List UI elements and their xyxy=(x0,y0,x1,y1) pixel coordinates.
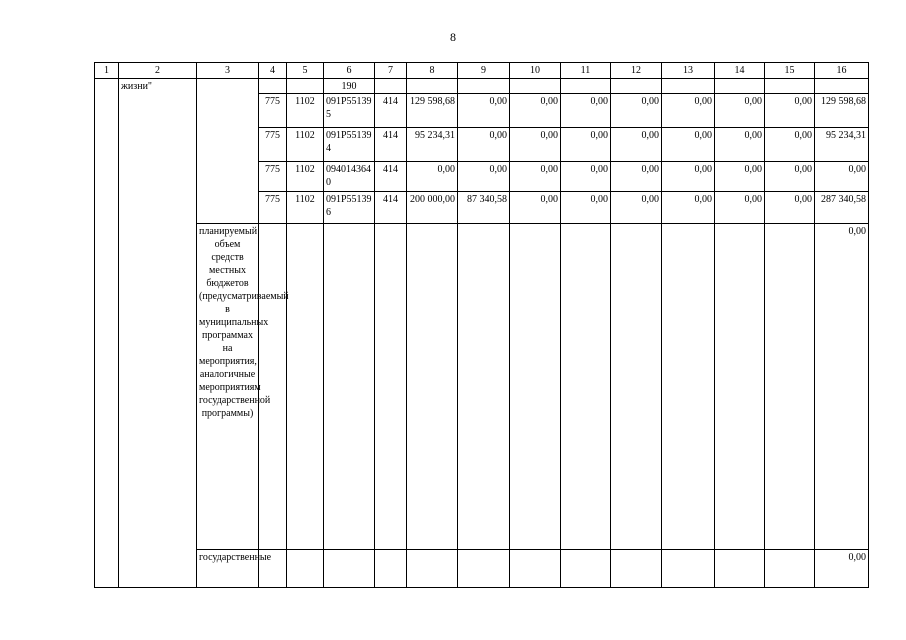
cell-empty xyxy=(287,79,324,94)
cell-empty xyxy=(510,550,561,588)
continuation-row xyxy=(95,79,869,94)
cell-empty xyxy=(815,79,869,94)
expense-type-code: 414 xyxy=(375,128,407,162)
state-row-total: 0,00 xyxy=(815,550,869,588)
amount-col13: 0,00 xyxy=(662,162,715,192)
header-col-16: 16 xyxy=(815,63,869,79)
section-code: 1102 xyxy=(287,128,324,162)
section-code: 1102 xyxy=(287,192,324,224)
amount-col10: 0,00 xyxy=(510,192,561,224)
amount-total: 0,00 xyxy=(815,162,869,192)
amount-col15: 0,00 xyxy=(765,128,815,162)
amount-col8: 95 234,31 xyxy=(407,128,458,162)
cell-col1-merged xyxy=(95,79,119,588)
cell-empty xyxy=(715,79,765,94)
target-code: 091Р551395 xyxy=(324,94,375,128)
cell-empty xyxy=(287,224,324,550)
cell-empty xyxy=(611,550,662,588)
cell-empty xyxy=(407,550,458,588)
amount-col12: 0,00 xyxy=(611,162,662,192)
amount-col13: 0,00 xyxy=(662,128,715,162)
amount-col13: 0,00 xyxy=(662,192,715,224)
page-number: 8 xyxy=(450,30,456,44)
amount-col15: 0,00 xyxy=(765,162,815,192)
cell-empty xyxy=(611,224,662,550)
amount-col14: 0,00 xyxy=(715,162,765,192)
cell-empty xyxy=(375,79,407,94)
cell-empty xyxy=(510,79,561,94)
cell-empty xyxy=(510,224,561,550)
header-col-5: 5 xyxy=(287,63,324,79)
header-col-3: 3 xyxy=(197,63,259,79)
amount-total: 129 598,68 xyxy=(815,94,869,128)
cell-empty xyxy=(458,224,510,550)
cell-empty xyxy=(458,550,510,588)
amount-col10: 0,00 xyxy=(510,128,561,162)
header-col-7: 7 xyxy=(375,63,407,79)
cell-empty xyxy=(715,550,765,588)
header-col-9: 9 xyxy=(458,63,510,79)
cell-empty xyxy=(375,550,407,588)
amount-col9: 0,00 xyxy=(458,128,510,162)
cell-empty xyxy=(561,79,611,94)
header-col-13: 13 xyxy=(662,63,715,79)
state-row-label: государственные xyxy=(197,550,259,588)
cell-empty xyxy=(458,79,510,94)
grbs-code: 775 xyxy=(259,128,287,162)
amount-total: 287 340,58 xyxy=(815,192,869,224)
amount-col14: 0,00 xyxy=(715,128,765,162)
cell-empty xyxy=(407,224,458,550)
state-row xyxy=(95,550,869,588)
cell-empty xyxy=(407,79,458,94)
column-number-header-row xyxy=(95,63,869,79)
header-col-6: 6 xyxy=(324,63,375,79)
cell-empty xyxy=(561,224,611,550)
header-col-15: 15 xyxy=(765,63,815,79)
program-name-cell: жизни" xyxy=(119,79,197,588)
amount-col12: 0,00 xyxy=(611,192,662,224)
amount-col12: 0,00 xyxy=(611,94,662,128)
amount-col15: 0,00 xyxy=(765,192,815,224)
cell-empty xyxy=(765,550,815,588)
header-col-2: 2 xyxy=(119,63,197,79)
cell-empty xyxy=(324,550,375,588)
source-cell-merged xyxy=(197,79,259,224)
header-col-8: 8 xyxy=(407,63,458,79)
amount-col9: 0,00 xyxy=(458,94,510,128)
target-code: 091Р551394 xyxy=(324,128,375,162)
section-code: 1102 xyxy=(287,162,324,192)
cell-empty xyxy=(662,224,715,550)
expense-type-code: 414 xyxy=(375,94,407,128)
amount-col12: 0,00 xyxy=(611,128,662,162)
expense-type-code: 414 xyxy=(375,192,407,224)
section-code: 1102 xyxy=(287,94,324,128)
amount-col11: 0,00 xyxy=(561,192,611,224)
header-col-14: 14 xyxy=(715,63,765,79)
amount-col10: 0,00 xyxy=(510,162,561,192)
amount-col8: 200 000,00 xyxy=(407,192,458,224)
amount-col10: 0,00 xyxy=(510,94,561,128)
amount-col11: 0,00 xyxy=(561,94,611,128)
amount-col11: 0,00 xyxy=(561,162,611,192)
cell-empty xyxy=(765,224,815,550)
target-code: 091Р551396 xyxy=(324,192,375,224)
expense-type-code: 414 xyxy=(375,162,407,192)
cell-empty xyxy=(765,79,815,94)
cell-empty xyxy=(287,550,324,588)
amount-col13: 0,00 xyxy=(662,94,715,128)
cell-empty xyxy=(715,224,765,550)
budget-table xyxy=(94,62,869,588)
header-col-12: 12 xyxy=(611,63,662,79)
header-col-11: 11 xyxy=(561,63,611,79)
planned-local-budget-row xyxy=(95,224,869,550)
amount-col9: 87 340,58 xyxy=(458,192,510,224)
header-col-1: 1 xyxy=(95,63,119,79)
cell-empty xyxy=(561,550,611,588)
amount-total: 95 234,31 xyxy=(815,128,869,162)
header-col-10: 10 xyxy=(510,63,561,79)
header-col-4: 4 xyxy=(259,63,287,79)
cell-empty xyxy=(259,79,287,94)
planned-local-budget-total: 0,00 xyxy=(815,224,869,550)
cell-empty xyxy=(611,79,662,94)
amount-col14: 0,00 xyxy=(715,192,765,224)
planned-local-budget-label: планируемый объем средств местных бюджетов (предусматриваемый в муниципальных программах на мероприятия, аналогичные мероприятиям государственной программы) xyxy=(197,224,259,550)
target-code: 0940143640 xyxy=(324,162,375,192)
cell-empty xyxy=(259,224,287,550)
cell-empty xyxy=(662,550,715,588)
amount-col9: 0,00 xyxy=(458,162,510,192)
kbk-continuation: 190 xyxy=(324,79,375,94)
cell-empty xyxy=(324,224,375,550)
amount-col14: 0,00 xyxy=(715,94,765,128)
grbs-code: 775 xyxy=(259,94,287,128)
amount-col8: 0,00 xyxy=(407,162,458,192)
grbs-code: 775 xyxy=(259,162,287,192)
amount-col15: 0,00 xyxy=(765,94,815,128)
amount-col11: 0,00 xyxy=(561,128,611,162)
cell-empty xyxy=(375,224,407,550)
amount-col8: 129 598,68 xyxy=(407,94,458,128)
cell-empty xyxy=(662,79,715,94)
grbs-code: 775 xyxy=(259,192,287,224)
